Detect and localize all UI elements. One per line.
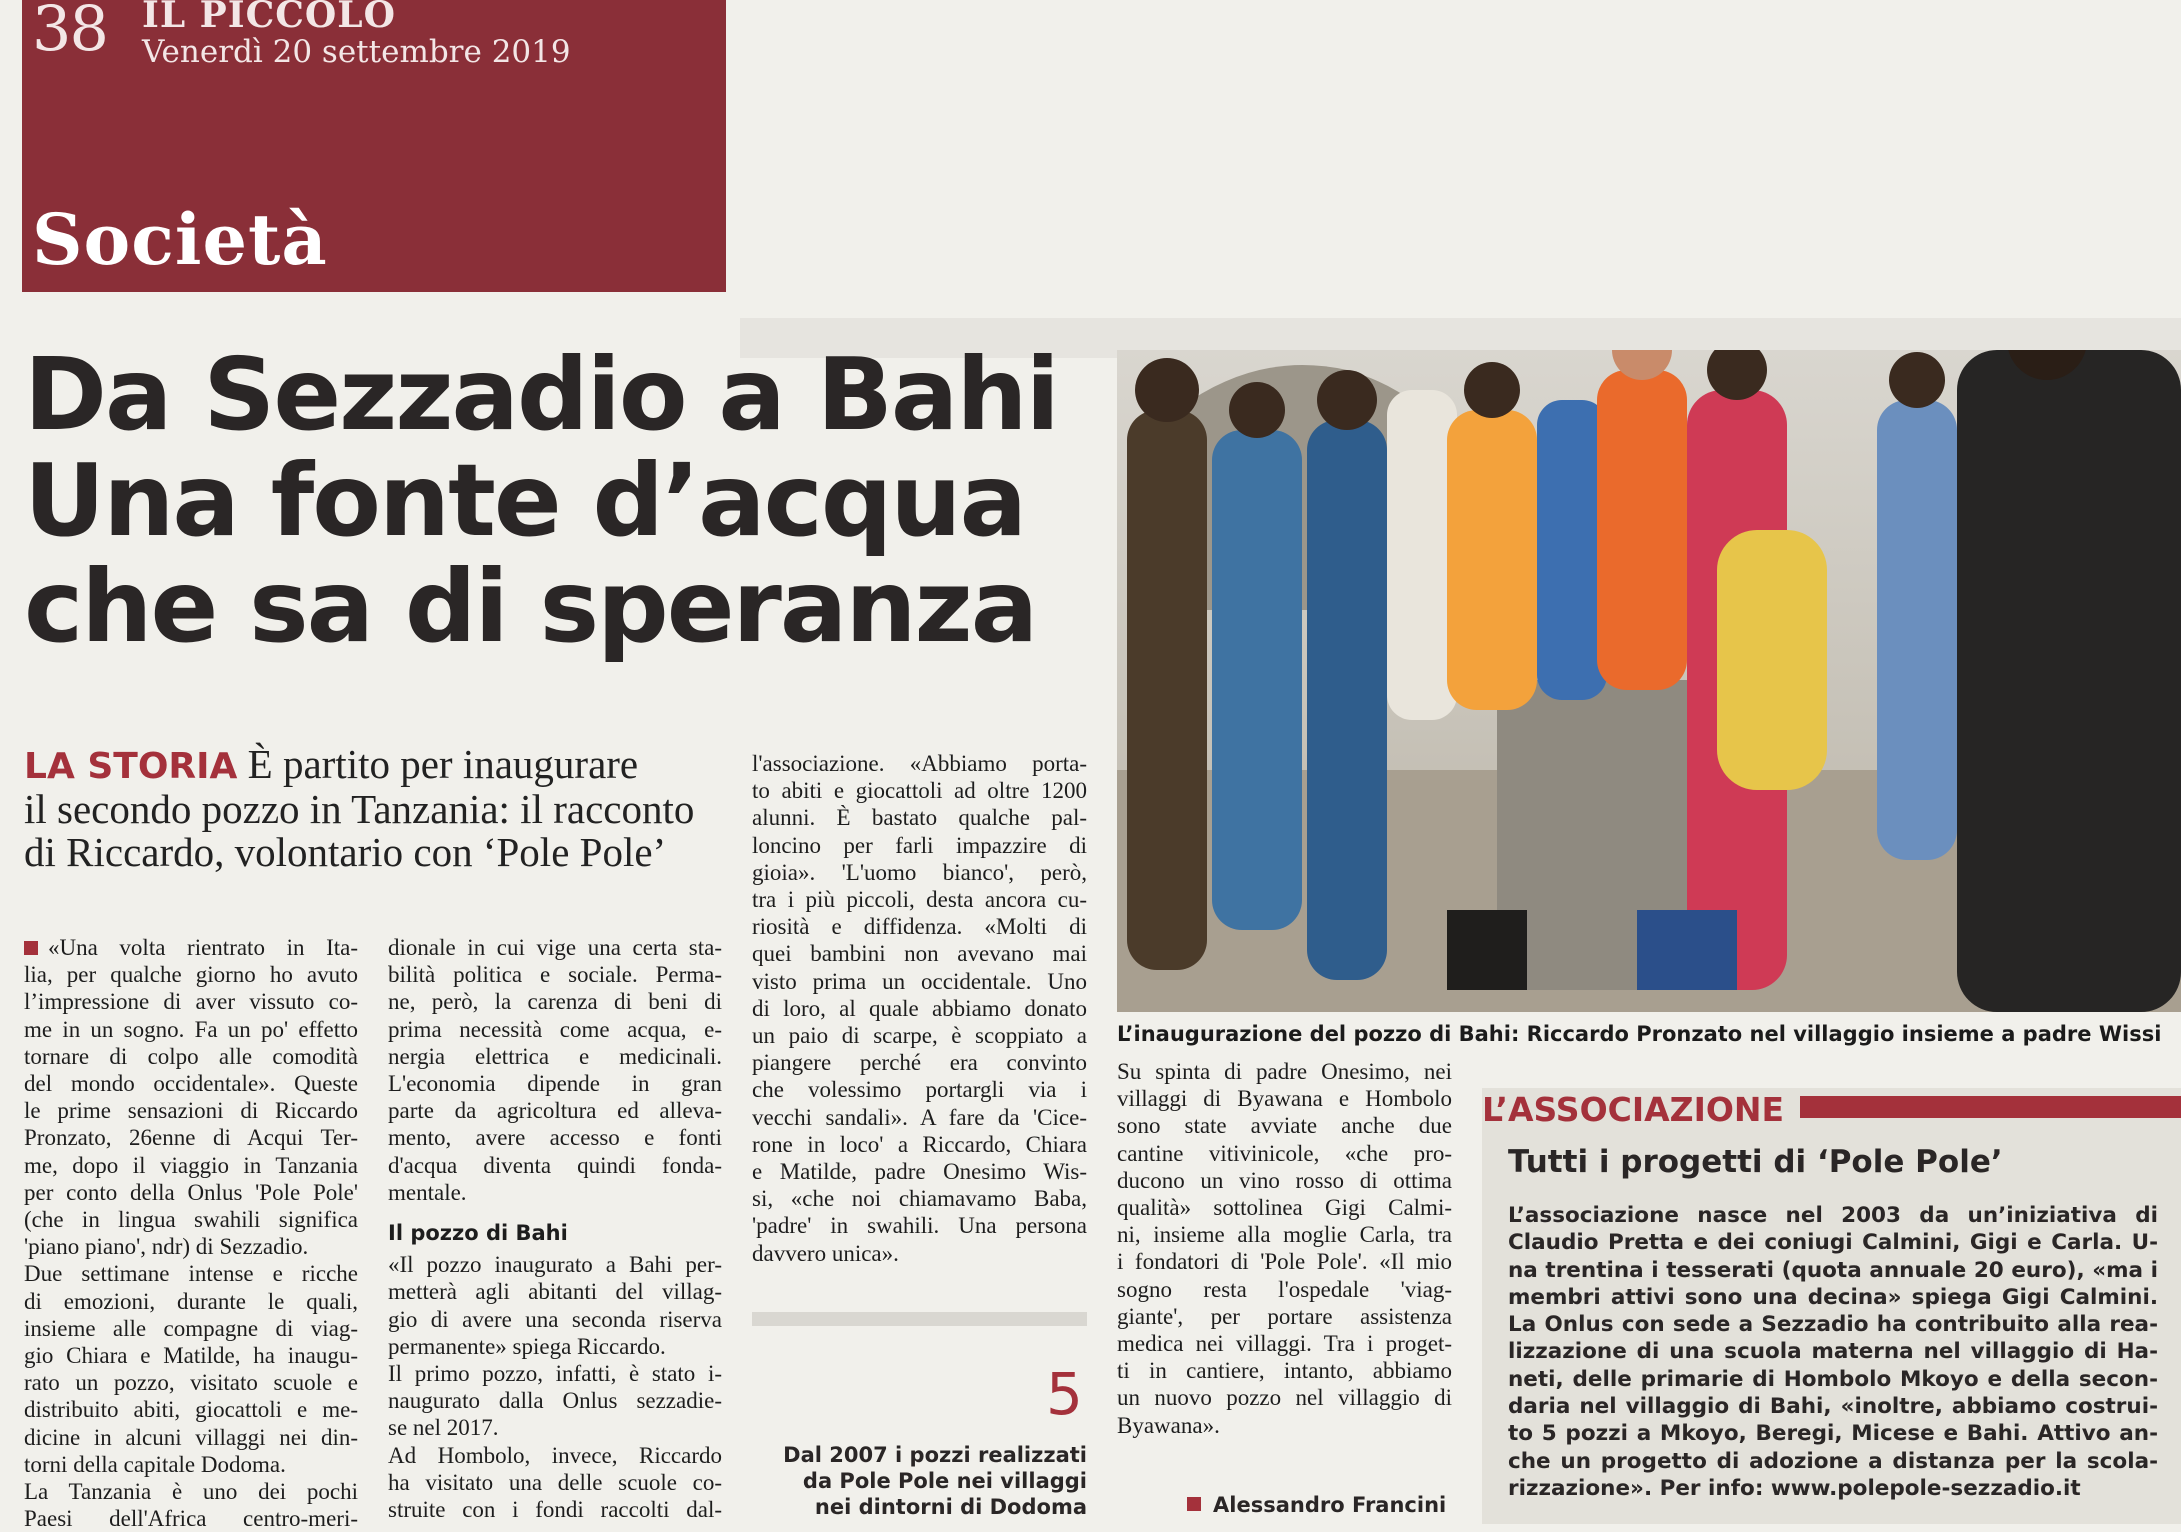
text-line: e Matilde, padre Onesimo Wis-	[752, 1159, 1087, 1185]
text-line: ducono un vino rosso di ottima	[1117, 1167, 1452, 1193]
article-column-2	[388, 934, 722, 1523]
sidebar-line: L’associazione nasce nel 2003 da un’iniziativa di	[1508, 1203, 2158, 1228]
sidebar-line: La Onlus con sede a Sezzadio ha contribuito alla rea-	[1508, 1312, 2158, 1338]
text-line: La Tanzania è uno dei pochi	[24, 1479, 358, 1505]
text-line: sono state avviate anche due	[1117, 1113, 1452, 1139]
text-line: mento, avere accesso e fonti	[388, 1125, 722, 1151]
text-line: un paio di scarpe, è scoppiato a	[752, 1023, 1087, 1049]
text-line: del mondo occidentale». Queste	[24, 1071, 358, 1097]
sidebar-rule	[1800, 1096, 2181, 1118]
sidebar-line: Claudio Pretta e dei coniugi Calmini, Gigi e Carla. U-	[1508, 1230, 2158, 1256]
text-line: tornare di colpo alle comodità	[24, 1043, 358, 1069]
headline	[24, 336, 1114, 665]
text-line: ti in cantiere, intanto, abbiamo	[1117, 1358, 1452, 1384]
text-line: distribuito abiti, giocattoli e me-	[24, 1397, 358, 1423]
text-line: Il primo pozzo, infatti, è stato i-	[388, 1361, 722, 1387]
sidebar-line: neti, delle primarie di Hombolo Mkoyo e della secon-	[1508, 1366, 2158, 1392]
text-line: alunni. È bastato qualche pal-	[752, 805, 1087, 831]
stat-number: 5	[1046, 1360, 1083, 1428]
stat-divider	[752, 1312, 1087, 1326]
text-line: bilità politica e sociale. Perma-	[388, 962, 722, 988]
author-byline	[1187, 1493, 1446, 1517]
page-number: 38	[32, 0, 107, 65]
text-line: mentale.	[388, 1179, 467, 1205]
text-line: gio Chiara e Matilde, ha inaugu-	[24, 1343, 358, 1369]
sidebar-line: lizzazione di una scuola materna nel villaggio di Ha-	[1508, 1339, 2158, 1365]
stat-line: nei dintorni di Dodoma	[814, 1495, 1087, 1519]
text-line: Pronzato, 26enne di Acqui Ter-	[24, 1125, 358, 1151]
sidebar-line: daria nel villaggio di Bahi, «inoltre, abbiamo costrui-	[1508, 1394, 2158, 1420]
masthead-band	[22, 0, 726, 292]
text-line: se nel 2017.	[388, 1415, 499, 1441]
text-line: parte da agricoltura ed alleva-	[388, 1098, 722, 1124]
text-line: «Il pozzo inaugurato a Bahi per-	[388, 1252, 722, 1278]
text-line: insieme alle compagne di viag-	[24, 1315, 358, 1341]
text-line: lia, per qualche giorno ho avuto	[24, 962, 358, 988]
text-line: 'padre' in swahili. Una persona	[752, 1213, 1087, 1239]
text-line: dicine in alcuni villaggi nei din-	[24, 1424, 358, 1450]
text-line: naugurato dalla Onlus sezzadie-	[388, 1388, 722, 1414]
section-title: Società	[32, 198, 328, 281]
sidebar-body	[1508, 1202, 2158, 1502]
text-line: l'associazione. «Abbiamo porta-	[752, 751, 1087, 776]
author-name: Alessandro Francini	[1213, 1493, 1447, 1517]
newspaper-name: IL PICCOLO	[142, 0, 396, 36]
column-subhead: Il pozzo di Bahi	[388, 1221, 568, 1246]
article-column-4	[1117, 1058, 1452, 1439]
text-line: gio di avere una seconda riserva	[388, 1306, 722, 1332]
photo-caption: L’inaugurazione del pozzo di Bahi: Riccardo Pronzato nel villaggio insieme a padre Wissi	[1117, 1022, 2162, 1046]
text-line: me, dopo il viaggio in Tanzania	[24, 1152, 358, 1178]
sidebar-line: membri attivi sono una decina» spiega Gigi Calmini.	[1508, 1284, 2158, 1310]
text-line: torni della capitale Dodoma.	[24, 1451, 286, 1477]
text-line: un nuovo pozzo nel villaggio di	[1117, 1385, 1452, 1411]
text-line: le prime sensazioni di Riccardo	[24, 1098, 358, 1124]
headline-line: Da Sezzadio a Bahi	[24, 336, 1058, 453]
stat-line: Dal 2007 i pozzi realizzati	[783, 1443, 1087, 1467]
lead-line: il secondo pozzo in Tanzania: il racconto	[24, 786, 695, 832]
text-line: medica nei villaggi. Tra i proget-	[1117, 1331, 1452, 1357]
text-line: rato un pozzo, visitato scuole e	[24, 1370, 358, 1396]
issue-date: Venerdì 20 settembre 2019	[142, 34, 571, 70]
article-column-3	[752, 750, 1087, 1267]
text-line: me in un sogno. Fa un po' effetto	[24, 1016, 358, 1042]
text-line: ni, insieme alla moglie Carla, tra	[1117, 1222, 1452, 1248]
photo-illustration	[1117, 350, 2181, 1012]
article-column-1	[24, 934, 358, 1532]
text-line: sogno resta l'ospedale 'viag-	[1117, 1276, 1452, 1302]
text-line: riosità e diffidenza. «Molti di	[752, 914, 1087, 940]
text-line: 'piano piano', ndr) di Sezzadio.	[24, 1234, 309, 1260]
sidebar-line: na trentina i tesserati (quota annuale 20 euro), «ma i	[1508, 1257, 2158, 1283]
text-line: vecchi sandali». A fare da 'Cice-	[752, 1104, 1087, 1130]
text-line: loncino per farli impazzire di	[752, 832, 1087, 858]
headline-line: che sa di speranza	[24, 548, 1037, 665]
text-line: Paesi dell'Africa centro-meri-	[24, 1506, 358, 1532]
text-line: di loro, al quale abbiamo donato	[752, 995, 1087, 1021]
text-line: l’impressione di aver vissuto co-	[24, 989, 358, 1015]
sidebar-line: che un progetto di adozione a distanza per la scola-	[1508, 1448, 2158, 1474]
text-line: metterà agli abitanti del villag-	[388, 1279, 722, 1305]
text-line: i fondatori di 'Pole Pole'. «Il mio	[1117, 1249, 1452, 1275]
text-line: Su spinta di padre Onesimo, nei	[1117, 1059, 1452, 1084]
text-line: visto prima un occidentale. Uno	[752, 968, 1087, 994]
text-line: L'economia dipende in gran	[388, 1071, 722, 1097]
text-line: qualità» sottolinea Gigi Calmi-	[1117, 1195, 1452, 1221]
standfirst	[24, 743, 734, 874]
sidebar-line: rizzazione». Per info: www.polepole-sezzadio.it	[1508, 1475, 2081, 1501]
text-line: Ad Hombolo, invece, Riccardo	[388, 1442, 722, 1468]
text-line: gioia». 'L'uomo bianco', però,	[752, 859, 1087, 885]
text-line: ne, però, la carenza di beni di	[388, 989, 722, 1015]
sidebar-label: L’ASSOCIAZIONE	[1482, 1090, 1785, 1129]
text-line: davvero unica».	[752, 1240, 899, 1266]
article-photo	[1117, 350, 2181, 1012]
text-line: to abiti e giocattoli ad oltre 1200	[752, 778, 1087, 804]
text-line: cantine vitivinicole, «che pro-	[1117, 1140, 1452, 1166]
sidebar-line: to 5 pozzi a Mkoyo, Beregi, Micese e Bahi. Attivo an-	[1508, 1421, 2158, 1447]
stat-line: da Pole Pole nei villaggi	[802, 1469, 1087, 1493]
text-line: d'acqua diventa quindi fonda-	[388, 1152, 722, 1178]
stat-caption	[752, 1442, 1087, 1520]
text-line: struite con i fondi raccolti dal-	[388, 1497, 722, 1523]
text-line: per conto della Onlus 'Pole Pole'	[24, 1179, 358, 1205]
lead-line: di Riccardo, volontario con ‘Pole Pole’	[24, 829, 667, 875]
lead-kicker: LA STORIA	[24, 746, 238, 787]
text-line: (che in lingua swahili significa	[24, 1207, 358, 1233]
text-line: prima necessità come acqua, e-	[388, 1016, 722, 1042]
text-line: che volessimo portargli via i	[752, 1077, 1087, 1103]
text-line: «Una volta rientrato in Ita-	[48, 935, 358, 960]
start-square-marker	[24, 941, 38, 955]
text-line: nergia elettrica e medicinali.	[388, 1043, 722, 1069]
text-line: piangere perché era convinto	[752, 1050, 1087, 1076]
text-line: di emozioni, durante le quali,	[24, 1288, 358, 1314]
text-line: dionale in cui vige una certa sta-	[388, 935, 722, 960]
lead-line: È partito per inaugurare	[247, 741, 639, 787]
text-line: si, «che noi chiamavamo Baba,	[752, 1186, 1087, 1212]
text-line: Due settimane intense e ricche	[24, 1261, 358, 1287]
text-line: Byawana».	[1117, 1412, 1220, 1438]
text-line: permanente» spiega Riccardo.	[388, 1333, 666, 1359]
text-line: giante', per portare assistenza	[1117, 1303, 1452, 1329]
sidebar-title: Tutti i progetti di ‘Pole Pole’	[1508, 1144, 2003, 1180]
headline-line: Una fonte d’acqua	[24, 442, 1026, 559]
text-line: tra i più piccoli, desta ancora cu-	[752, 887, 1087, 913]
text-line: villaggi di Byawana e Hombolo	[1117, 1086, 1452, 1112]
text-line: rone in loco' a Riccardo, Chiara	[752, 1131, 1087, 1157]
text-line: ha visitato una delle scuole co-	[388, 1469, 722, 1495]
text-line: quei bambini non avevano mai	[752, 941, 1087, 967]
